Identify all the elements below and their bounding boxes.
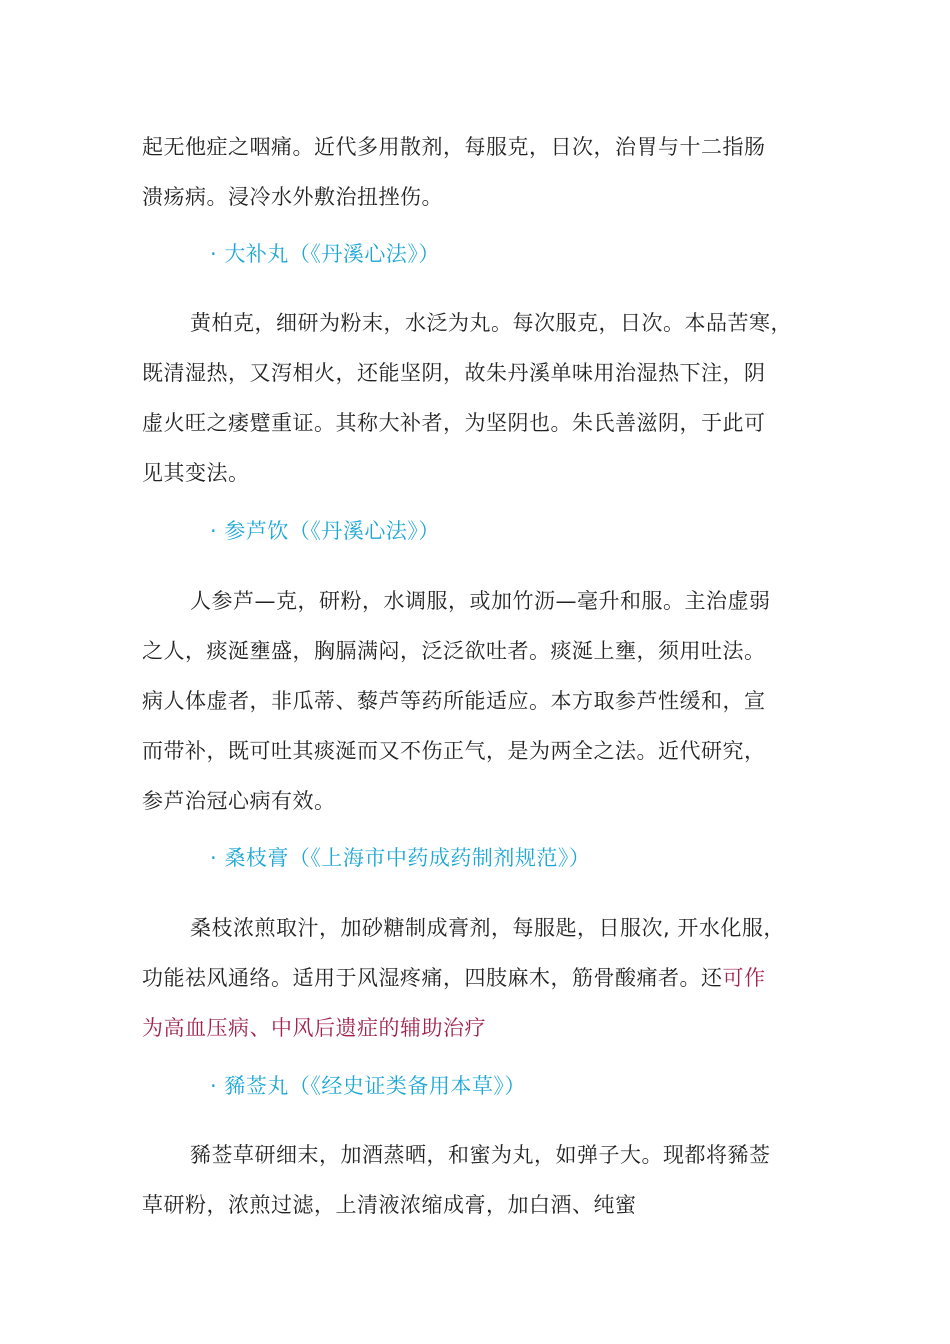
text-segment: 功能祛风通络。适用于风湿疼痛，四肢麻木，筋骨酸痛者。还: [142, 966, 723, 990]
paragraph-xixianwan: [142, 1130, 822, 1230]
heading-sangzhigao: · 桑枝膏（《上海市中药成药制剂规范》）: [210, 846, 591, 870]
text-line: 草研粉，浓煎过滤，上清液浓缩成膏，加白酒、纯蜜: [142, 1193, 637, 1217]
text-line: 虚火旺之痿躄重证。其称大补者，为坚阴也。朱氏善滋阴，于此可: [142, 411, 766, 435]
heading-dabuwan: · 大补丸（《丹溪心法》）: [210, 242, 440, 266]
text-line: 参芦治冠心病有效。: [142, 789, 336, 813]
heading-xixianwan: · 豨莶丸（《经史证类备用本草》）: [210, 1074, 526, 1098]
paragraph-sangzhigao: [142, 903, 822, 1053]
text-line: [142, 953, 822, 1003]
highlighted-text-line: 为高血压病、中风后遗症的辅助治疗: [142, 1016, 486, 1040]
paragraph-dabuwan: [142, 298, 822, 498]
text-line: 而带补，既可吐其痰涎而又不伤正气，是为两全之法。近代研究，: [142, 739, 766, 763]
paragraph-shenluyin: [142, 576, 822, 826]
paragraph-intro: [142, 122, 822, 222]
text-line: 豨莶草研细末，加酒蒸晒，和蜜为丸，如弹子大。现都将豨莶: [190, 1143, 771, 1167]
text-line: 之人，痰涎壅盛，胸膈满闷，泛泛欲吐者。痰涎上壅，须用吐法。: [142, 639, 766, 663]
highlighted-text: 可作: [722, 966, 766, 990]
text-line: 黄柏克，细研为粉末，水泛为丸。每次服克，日次。本品苦寒，: [190, 311, 792, 335]
text-line: 既清湿热，又泻相火，还能坚阴，故朱丹溪单味用治湿热下注，阴: [142, 361, 766, 385]
text-line: 见其变法。: [142, 461, 250, 485]
text-line: 人参芦—克，研粉，水调服，或加竹沥—毫升和服。主治虚弱: [190, 589, 771, 613]
text-line: 桑枝浓煎取汁，加砂糖制成膏剂，每服匙，日服次, 开水化服，: [190, 916, 785, 940]
text-line: 病人体虚者，非瓜蒂、藜芦等药所能适应。本方取参芦性缓和，宣: [142, 689, 766, 713]
text-line: 起无他症之咽痛。近代多用散剂，每服克，日次，治胃与十二指肠: [142, 135, 766, 159]
heading-shenluyin: · 参芦饮（《丹溪心法》）: [210, 519, 440, 543]
text-line: 溃疡病。浸冷水外敷治扭挫伤。: [142, 185, 443, 209]
